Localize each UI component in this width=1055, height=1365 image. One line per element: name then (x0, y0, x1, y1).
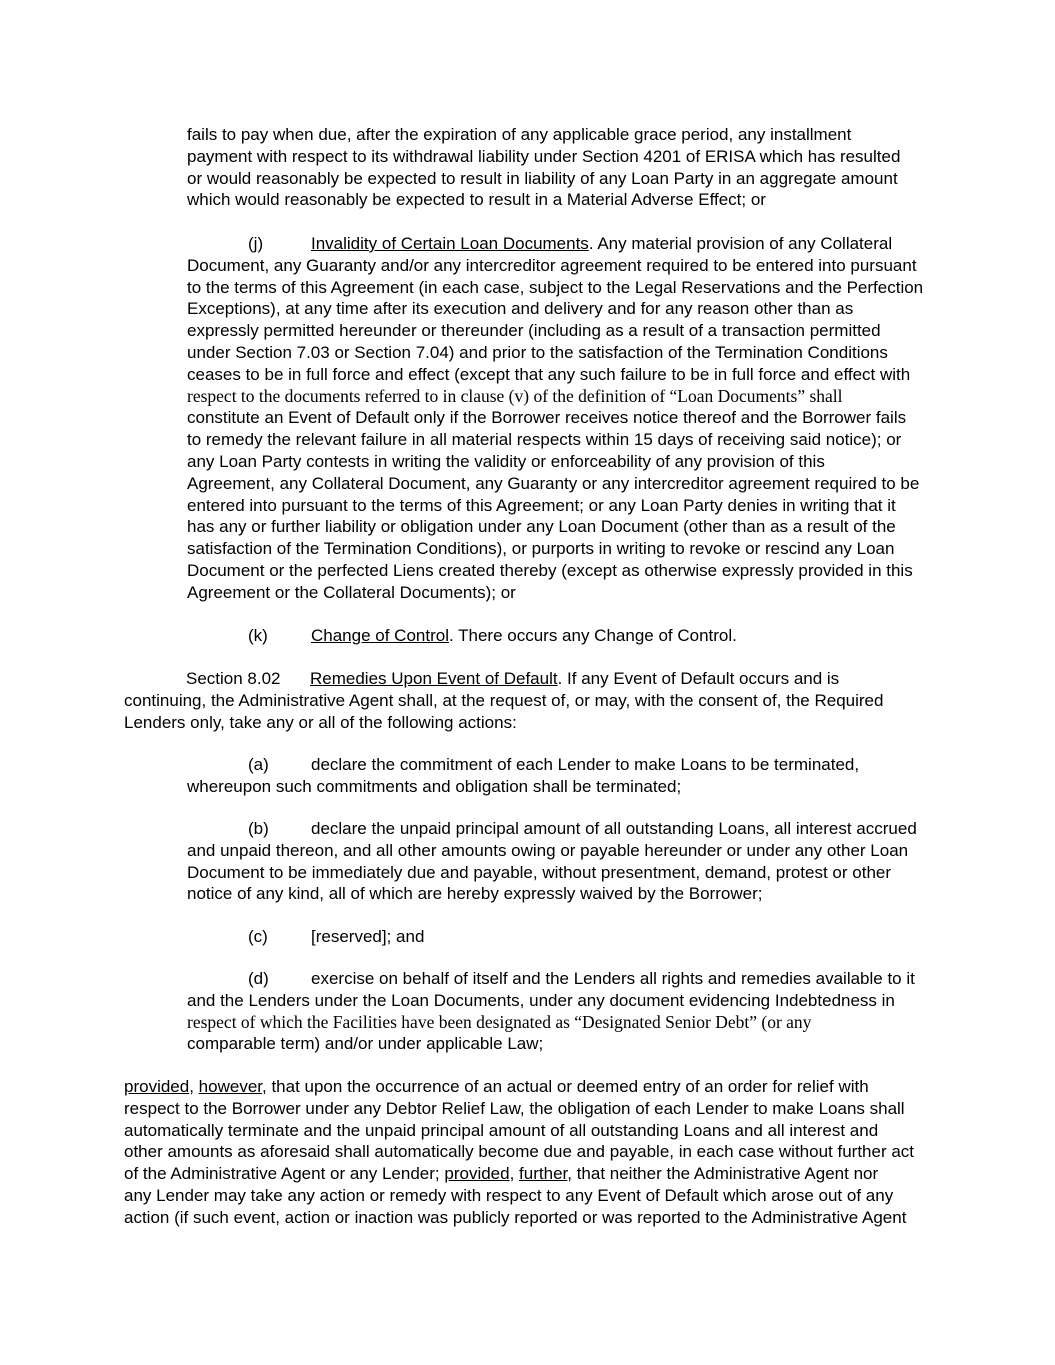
text-line: Exceptions), at any time after its execution and delivery and for any reason other than as (187, 299, 854, 319)
item-c-text: [reserved]; and (311, 927, 425, 946)
text-line: automatically terminate and the unpaid principal amount of all outstanding Loans and all interest and (124, 1120, 879, 1140)
top-clause-paragraph (187, 124, 932, 211)
text-line: continuing, the Administrative Agent shall, at the request of, or may, with the consent of, the Required (124, 690, 884, 710)
clause-j-paragraph (187, 233, 932, 604)
section-heading: Remedies Upon Event of Default (310, 669, 558, 688)
text-line: Lenders only, take any or all of the following actions: (124, 712, 517, 732)
text-line: any Lender may take any action or remedy with respect to any Event of Default which arose out of any (124, 1185, 894, 1205)
provided-term: provided (444, 1164, 510, 1184)
text-line: to remedy the relevant failure in all material respects within 15 days of receiving said notice); or (187, 430, 902, 450)
punctuation: , (509, 1164, 520, 1184)
text-line: other amounts as aforesaid shall automatically become due and payable, in each case without further act (124, 1142, 915, 1162)
text-line: any Loan Party contests in writing the validity or enforceability of any provision of this (187, 451, 825, 471)
item-a-label: (a) (248, 755, 269, 774)
text-line-serif: respect of which the Facilities have been designated as “Designated Senior Debt” (or any (187, 1011, 812, 1032)
clause-k-label: (k) (248, 626, 268, 645)
clause-j-heading: Invalidity of Certain Loan Documents (311, 234, 589, 253)
text-line: constitute an Event of Default only if the Borrower receives notice thereof and the Borrower fails (187, 408, 907, 428)
proviso-line5-start: of the Administrative Agent or any Lender; (124, 1164, 445, 1184)
proviso-line5-end: , that neither the Administrative Agent nor (567, 1164, 879, 1184)
text-line: action (if such event, action or inaction was publicly reported or was reported to the Administrative Agent (124, 1207, 907, 1227)
text-line: and unpaid thereon, and all other amounts owing or payable hereunder or under any other Loan (187, 840, 909, 860)
text-line: whereupon such commitments and obligation shall be terminated; (187, 776, 682, 796)
text-line: entered into pursuant to the terms of this Agreement; or any Loan Party denies in writing that it (187, 495, 896, 515)
text-line: Agreement or the Collateral Documents); or (187, 582, 516, 602)
text-line: has any or further liability or obligation under any Loan Document (other than as a result of the (187, 517, 896, 537)
text-line: Agreement, any Collateral Document, any Guaranty or any intercreditor agreement required to be (187, 473, 920, 493)
item-b-label: (b) (248, 819, 269, 838)
section-8-02-paragraph (124, 668, 934, 733)
text-line: fails to pay when due, after the expiration of any applicable grace period, any installment (187, 125, 852, 144)
item-b-paragraph (187, 818, 932, 905)
clause-k-heading: Change of Control (311, 626, 449, 645)
text-line: Document or the perfected Liens created thereby (except as otherwise expressly provided in this (187, 560, 913, 580)
item-d-first-line: exercise on behalf of itself and the Lenders all rights and remedies available to it (311, 969, 915, 988)
item-b-first-line: declare the unpaid principal amount of all outstanding Loans, all interest accrued (311, 819, 917, 838)
text-line: and the Lenders under the Loan Documents, under any document evidencing Indebtedness in (187, 990, 895, 1010)
clause-k-paragraph (187, 625, 932, 647)
text-line: satisfaction of the Termination Conditions), or purports in writing to revoke or rescind any Loan (187, 539, 895, 559)
item-a-first-line: declare the commitment of each Lender to make Loans to be terminated, (311, 755, 860, 774)
however-term: however (198, 1077, 262, 1096)
further-term: further (519, 1164, 568, 1184)
text-line-serif: respect to the documents referred to in clause (v) of the definition of “Loan Documents” shall (187, 385, 843, 406)
clause-k-text: . There occurs any Change of Control. (448, 626, 737, 645)
section-number: Section 8.02 (186, 669, 281, 688)
clause-j-label: (j) (248, 234, 264, 253)
text-line: respect to the Borrower under any Debtor Relief Law, the obligation of each Lender to make Loans shall (124, 1098, 905, 1118)
text-line: which would reasonably be expected to result in a Material Adverse Effect; or (187, 190, 766, 210)
text-line: notice of any kind, all of which are hereby expressly waived by the Borrower; (187, 884, 763, 904)
punctuation: , (189, 1077, 199, 1096)
item-c-label: (c) (248, 927, 268, 946)
clause-j-first-line: . Any material provision of any Collateral (588, 234, 893, 253)
item-a-paragraph (187, 754, 932, 798)
section-first-line: . If any Event of Default occurs and is (557, 669, 840, 688)
item-c-paragraph (187, 926, 932, 948)
text-line: Document to be immediately due and payable, without presentment, demand, protest or other (187, 862, 892, 882)
text-line: comparable term) and/or under applicable Law; (187, 1034, 544, 1054)
proviso-paragraph (124, 1076, 934, 1229)
text-line: to the terms of this Agreement (in each case, subject to the Legal Reservations and the Perfection (187, 277, 924, 297)
proviso-first-line: , that upon the occurrence of an actual or deemed entry of an order for relief with (262, 1077, 869, 1096)
text-line: or would reasonably be expected to result in liability of any Loan Party in an aggregate amount (187, 168, 898, 188)
text-line: payment with respect to its withdrawal liability under Section 4201 of ERISA which has resulted (187, 146, 901, 166)
item-d-paragraph (187, 968, 932, 1055)
text-line: ceases to be in full force and effect (except that any such failure to be in full force and effect with (187, 364, 911, 384)
item-d-label: (d) (248, 969, 269, 988)
text-line: Document, any Guaranty and/or any intercreditor agreement required to be entered into pursuant (187, 255, 917, 275)
text-line: expressly permitted hereunder or thereunder (including as a result of a transaction permitted (187, 321, 881, 341)
provided-term: provided (124, 1077, 190, 1096)
text-line: under Section 7.03 or Section 7.04) and prior to the satisfaction of the Termination Conditions (187, 342, 888, 362)
